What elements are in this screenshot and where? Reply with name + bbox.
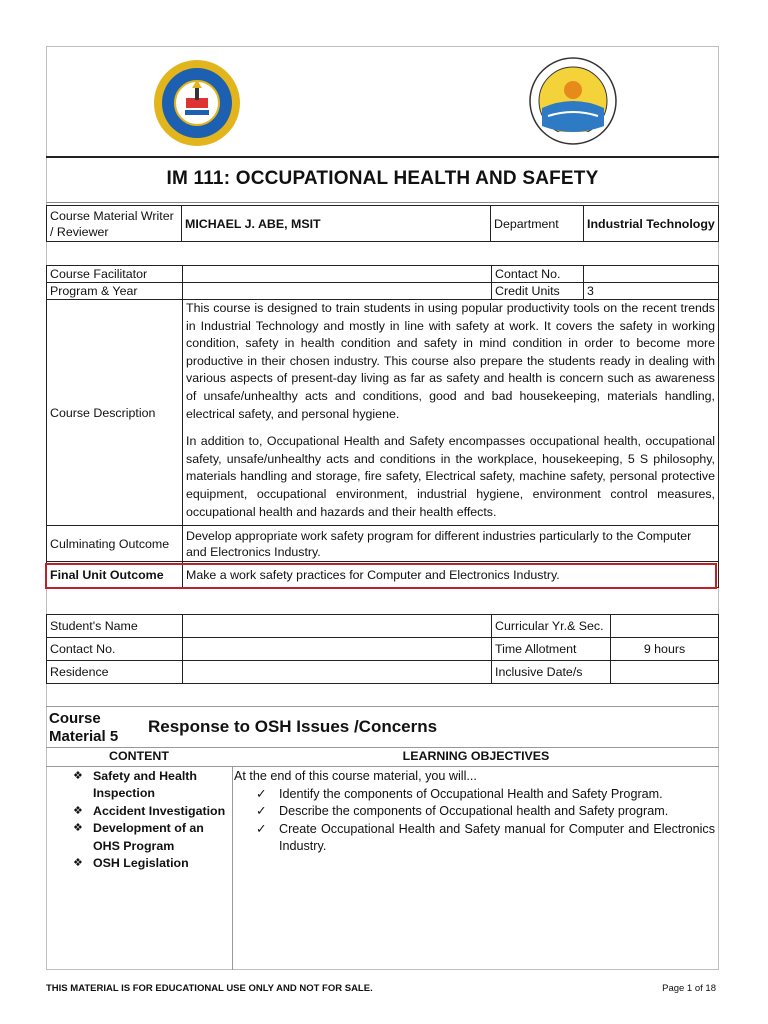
objectives-list bbox=[234, 786, 715, 856]
student-name-label: Student's Name bbox=[47, 615, 183, 638]
course-material-header bbox=[46, 706, 719, 748]
page-title: IM 111: OCCUPATIONAL HEALTH AND SAFETY bbox=[166, 168, 599, 189]
final-outcome-label: Final Unit Outcome bbox=[47, 562, 183, 588]
program-value bbox=[183, 283, 492, 300]
learning-objectives-header: LEARNING OBJECTIVES bbox=[402, 749, 550, 763]
list-item: ❖ OSH Legislation bbox=[52, 855, 230, 872]
checkmark-icon: ✓ bbox=[256, 821, 267, 836]
diamond-bullet-icon: ❖ bbox=[73, 857, 83, 870]
description-cell bbox=[183, 300, 719, 526]
checkmark-icon: ✓ bbox=[256, 804, 267, 819]
diamond-bullet-icon: ❖ bbox=[73, 770, 83, 782]
footer-disclaimer: THIS MATERIAL IS FOR EDUCATIONAL USE ONLY AND NOT FOR SALE. bbox=[46, 983, 373, 994]
credit-label: Credit Units bbox=[492, 283, 584, 300]
page-number: Page 1 of 18 bbox=[662, 983, 716, 994]
student-contact-value bbox=[183, 638, 492, 661]
facilitator-value bbox=[183, 266, 492, 283]
course-material-title: Response to OSH Issues /Concerns bbox=[148, 717, 438, 736]
description-label: Course Description bbox=[47, 300, 183, 526]
culminating-label: Culminating Outcome bbox=[47, 526, 183, 562]
title-rule bbox=[46, 202, 719, 203]
department-label: Department bbox=[491, 206, 584, 242]
talisay-city-college-logo bbox=[152, 58, 242, 148]
credit-value: 3 bbox=[584, 283, 719, 300]
year-section-value bbox=[611, 615, 719, 638]
course-info-table bbox=[46, 265, 719, 588]
list-item: ❖ Accident Investigation bbox=[52, 803, 230, 820]
time-allotment-label: Time Allotment bbox=[492, 638, 611, 661]
student-table bbox=[46, 614, 719, 684]
content-header: CONTENT bbox=[109, 749, 169, 763]
learning-objectives bbox=[234, 768, 715, 856]
course-material-label: Course Material 5 bbox=[49, 710, 119, 745]
year-section-label: Curricular Yr.& Sec. bbox=[492, 615, 611, 638]
content-list bbox=[52, 768, 230, 872]
city-of-talisay-seal bbox=[528, 56, 618, 146]
column-divider bbox=[232, 766, 233, 970]
checkmark-icon: ✓ bbox=[256, 786, 267, 801]
description-paragraph-2: In addition to, Occupational Health and Safety encompasses occupational health, occupational safety, unsafe/unhealthy acts and conditions in the workplace, housekeeping, 5 S philosophy, materials handling and storage, fire safety, Electrical safety, machine safety, personal protective equipment, occupational environment, industrial hygiene, environment control measures, occupational health and hazards and their health effects. bbox=[186, 434, 715, 519]
writer-table bbox=[46, 205, 719, 242]
inclusive-dates-label: Inclusive Date/s bbox=[492, 661, 611, 684]
column-header-rule bbox=[46, 766, 719, 767]
writer-name: MICHAEL J. ABE, MSIT bbox=[182, 206, 491, 242]
list-item: ❖ Development of an OHS Program bbox=[73, 821, 204, 853]
inclusive-dates-value bbox=[611, 661, 719, 684]
residence-value bbox=[183, 661, 492, 684]
student-name-value bbox=[183, 615, 492, 638]
student-contact-label: Contact No. bbox=[47, 638, 183, 661]
contact-label: Contact No. bbox=[492, 266, 584, 283]
residence-label: Residence bbox=[47, 661, 183, 684]
list-item: ✓ Create Occupational Health and Safety manual for Computer and Electronics Industry. bbox=[256, 821, 715, 854]
objectives-intro: At the end of this course material, you will... bbox=[234, 769, 477, 783]
facilitator-label: Course Facilitator bbox=[47, 266, 183, 283]
program-label: Program & Year bbox=[47, 283, 183, 300]
time-allotment-value: 9 hours bbox=[611, 638, 719, 661]
description-paragraph-1: This course is designed to train students in using popular productivity tools on the recent trends in Industrial Technology and mostly in line with safety at work. It covers the safety in working condition, safety in health condition and safety in mind condition in order to become more productive in their chosen industry. This course also prepare the students ready in dealing with various aspects of present-day living as far as safety and health is concern such as awareness of unsafe/unhealthy acts and conditions, good and bad housekeeping, materials handling, electrical safety, and personal hygiene. bbox=[186, 301, 715, 421]
list-item: ❖ Safety and Health Inspection bbox=[73, 769, 197, 801]
list-item: ✓ Describe the components of Occupational health and Safety program. bbox=[234, 803, 715, 821]
diamond-bullet-icon: ❖ bbox=[73, 804, 83, 817]
diamond-bullet-icon: ❖ bbox=[73, 822, 83, 835]
final-outcome-value: Make a work safety practices for Computer and Electronics Industry. bbox=[183, 562, 719, 588]
culminating-value: Develop appropriate work safety program for different industries particularly to the Computer and Electronics Industry. bbox=[183, 526, 719, 562]
contact-value bbox=[584, 266, 719, 283]
header-rule bbox=[46, 156, 719, 158]
writer-label: Course Material Writer / Reviewer bbox=[47, 206, 182, 242]
list-item: ✓ Identify the components of Occupational Health and Safety Program. bbox=[234, 786, 715, 804]
department-value: Industrial Technology bbox=[584, 206, 719, 242]
